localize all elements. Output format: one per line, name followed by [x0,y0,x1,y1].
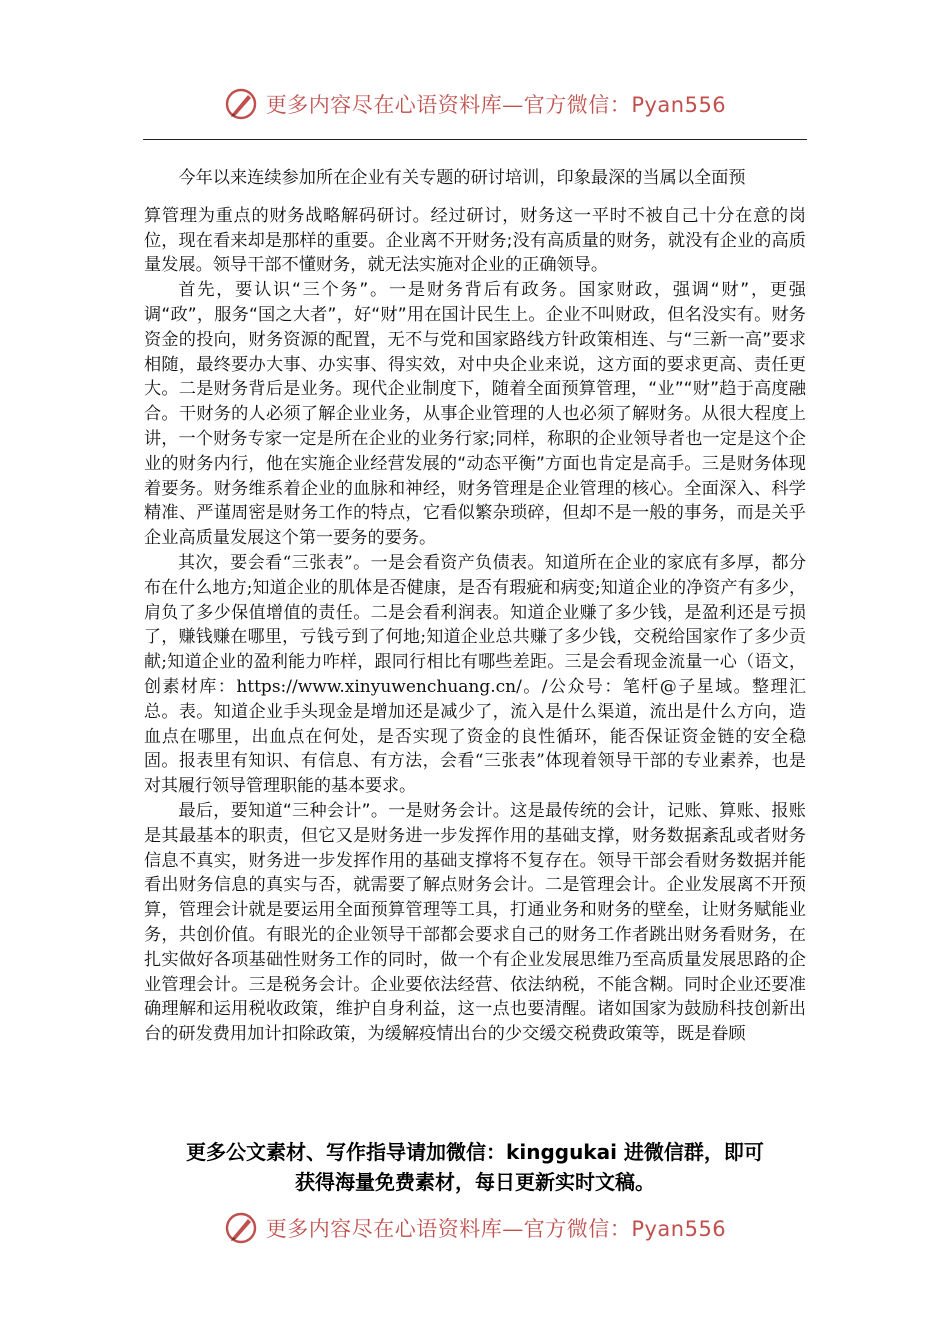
pen-logo-icon [224,1211,258,1245]
article-paragraph-first: 首先，要认识“三个务”。一是财务背后有政务。国家财政，强调“财”，更强调“政”，服务“国之大者”，好“财”用在国计民生上。企业不叫财政，但名没实有。财务资金的投向，财务资源的配置，无不与党和国家路线方针政策相连、与“三新一高”要求相随，最终要办大事、办实事、得实效，对中央企业来说，这方面的要求更高、责任更大。二是财务背后是业务。现代企业制度下，随着全面预算管理，“业”“财”趋于高度融合。干财务的人必须了解企业业务，从事企业管理的人也必须了解财务。从很大程度上讲，一个财务专家一定是所在企业的业务行家;同样，称职的企业领导者也一定是这个企业的财务内行，他在实施企业经营发展的“动态平衡”方面也肯定是高手。三是财务体现着要务。财务维系着企业的血脉和神经，财务管理是企业管理的核心。全面深入、科学精准、严谨周密是财务工作的特点，它看似繁杂琐碎，但却不是一般的事务，而是关乎企业高质量发展这个第一要务的要务。 [144,280,806,549]
header-divider [143,139,807,140]
footer-banner-id: Pyan556 [631,1217,727,1241]
article-paragraph-intro: 算管理为重点的财务战略解码研讨。经过研讨，财务这一平时不被自己十分在意的岗位，现在看来却是那样的重要。企业离不开财务;没有高质量的财务，就没有企业的高质量发展。领导干部不懂财务，就无法实施对企业的正确领导。 [144,205,806,276]
pen-logo-icon [224,87,258,121]
promo-note-line2: 获得海量免费素材，每日更新实时文稿。 [295,1170,655,1194]
promo-note-line1: 更多公文素材、写作指导请加微信：kinggukai 进微信群，即可 [186,1140,764,1164]
article-paragraph-last: 最后，要知道“三种会计”。一是财务会计。这是最传统的会计，记账、算账、报账是其最基本的职责，但它又是财务进一步发挥作用的基础支撑，财务数据紊乱或者财务信息不真实，财务进一步发挥作用的基础支撑将不复存在。领导干部会看财务数据并能看出财务信息的真实与否，就需要了解点财务会计。二是管理会计。企业发展离不开预算，管理会计就是要运用全面预算管理等工具，打通业务和财务的壁垒，让财务赋能业务，共创价值。有眼光的企业领导干部都会要求自己的财务工作者跳出财务看财务，在扎实做好各项基础性财务工作的同时，做一个有企业发展思维乃至高质量发展思路的企业管理会计。三是税务会计。企业要依法经营、依法纳税，不能含糊。同时企业还要准确理解和运用税收政策，维护自身利益，这一点也要清醒。诸如国家为鼓励科技创新出台的研发费用加计扣除政策，为缓解疫情出台的少交缓交税费政策等，既是眷顾 [144,800,806,1045]
header-banner-id: Pyan556 [631,93,727,117]
article-body [144,166,806,1047]
promo-note [100,1137,850,1197]
footer-banner [0,1208,950,1248]
article-paragraph-intro-line: 今年以来连续参加所在企业有关专题的研讨培训，印象最深的当属以全面预 [178,168,746,188]
header-banner-text: 更多内容尽在心语资料库—官方微信：Pyan556 [265,93,727,117]
footer-banner-text: 更多内容尽在心语资料库—官方微信：Pyan556 [265,1217,727,1241]
header-banner [0,84,950,124]
article-paragraph-second: 其次，要会看“三张表”。一是会看资产负债表。知道所在企业的家底有多厚，都分布在什么地方;知道企业的肌体是否健康，是否有瑕疵和病变;知道企业的净资产有多少，肩负了多少保值增值的责任。二是会看利润表。知道企业赚了多少钱，是盈利还是亏损了，赚钱赚在哪里，亏钱亏到了何地;知道企业总共赚了多少钱，交税给国家作了多少贡献;知道企业的盈利能力咋样，跟同行相比有哪些差距。三是会看现金流量一心（语文，创素材库：https://www.xinyuwenchuang.cn/。/公众号：笔杆@子星域。整理汇总。表。知道企业手头现金是增加还是减少了，流入是什么渠道，流出是什么方向，造血点在哪里，出血点在何处，是否实现了资金的良性循环，能否保证资金链的安全稳固。报表里有知识、有信息、有方法，会看“三张表”体现着领导干部的专业素养，也是对其履行领导管理职能的基本要求。 [144,552,806,797]
